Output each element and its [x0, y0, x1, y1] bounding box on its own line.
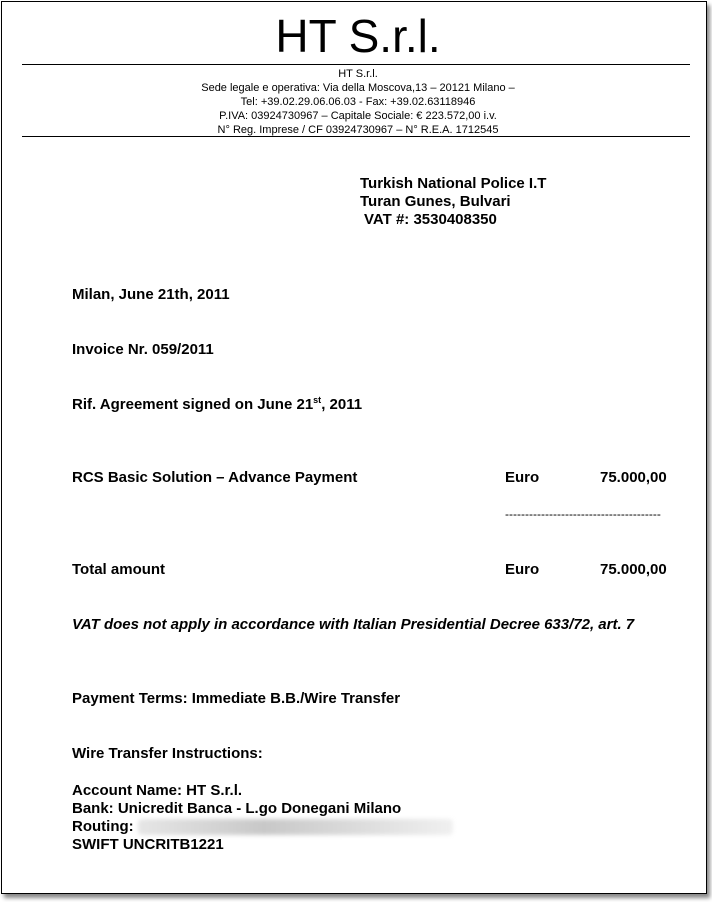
agreement-reference	[72, 396, 362, 413]
recipient-name: Turkish National Police I.T	[360, 175, 547, 192]
wire-routing-label: Routing:	[72, 818, 134, 835]
recipient-vat: VAT #: 3530408350	[364, 211, 497, 228]
total-currency: Euro	[505, 561, 540, 578]
recipient-address: Turan Gunes, Bulvari	[360, 193, 511, 210]
recipient-block	[360, 175, 546, 229]
header-line-vat: P.IVA: 03924730967 – Capitale Sociale: € 223.572,00 i.v.	[219, 110, 497, 122]
wire-details	[72, 782, 453, 854]
invoice-date: Milan, June 21th, 2011	[72, 286, 230, 303]
invoice-page	[1, 1, 707, 894]
wire-instructions-heading: Wire Transfer Instructions:	[72, 745, 263, 762]
company-title: HT S.r.l.	[275, 10, 441, 62]
vat-exemption-note: VAT does not apply in accordance with Italian Presidential Decree 633/72, art. 7	[72, 616, 635, 633]
header-line-registry: N° Reg. Imprese / CF 03924730967 – N° R.E.A. 1712545	[217, 124, 499, 136]
wire-account-name: Account Name: HT S.r.l.	[72, 782, 243, 799]
company-header-info	[2, 67, 712, 137]
total-amount: 75.000,00	[600, 561, 667, 578]
redacted-routing-blur	[138, 819, 453, 835]
header-line-address: Sede legale e operativa: Via della Moscova,13 – 20121 Milano –	[201, 82, 515, 94]
reference-superscript: st	[313, 395, 322, 405]
line-item-currency: Euro	[505, 469, 540, 486]
invoice-number: Invoice Nr. 059/2011	[72, 341, 214, 358]
line-item-amount: 75.000,00	[600, 469, 667, 486]
payment-terms: Payment Terms: Immediate B.B./Wire Transfer	[72, 690, 401, 707]
reference-prefix: Rif. Agreement signed on June 21	[72, 396, 314, 413]
header-bottom-rule	[22, 136, 690, 137]
total-label: Total amount	[72, 561, 166, 578]
wire-bank: Bank: Unicredit Banca - L.go Donegani Milano	[72, 800, 402, 817]
line-item-description: RCS Basic Solution – Advance Payment	[72, 469, 358, 486]
header-top-rule	[22, 64, 690, 65]
wire-swift: SWIFT UNCRITB1221	[72, 836, 224, 853]
reference-suffix: , 2011	[321, 396, 363, 413]
subtotal-separator: ---------------------------------------	[505, 507, 661, 521]
header-line-phone: Tel: +39.02.29.06.06.03 - Fax: +39.02.63118946	[240, 96, 476, 108]
wire-routing	[72, 818, 453, 836]
header-line-company: HT S.r.l.	[338, 68, 378, 80]
